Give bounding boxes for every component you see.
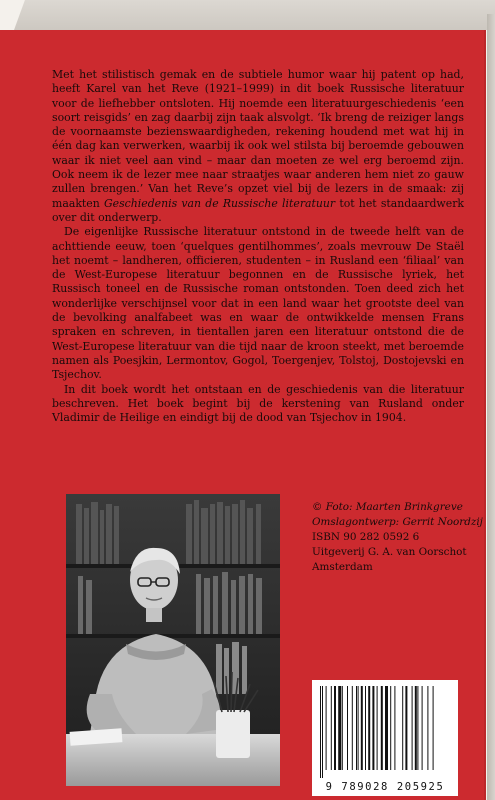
barcode-bar bbox=[347, 686, 348, 770]
barcode-bar bbox=[358, 686, 359, 770]
barcode-bar bbox=[322, 686, 323, 778]
barcode-bar bbox=[368, 686, 370, 770]
barcode-bar bbox=[427, 686, 428, 770]
blurb-paragraph-1: Met het stilistisch gemak en de subtiele humor waar hij patent op had, heeft Karel van het Reve (1921–1999) in dit boek Russische literatuur voor de liefhebber ontsloten. Hij noemde een literatuurgeschiedenis ‘een soort reisgids’ en zag daarbij zijn taak alsvolgt. ‘Ik breng de reiziger langs de voornaamste bezienswaardigheden, rekening houdend met wat hij in één dag kan verwerken, waarbij ik ook wel stilsta bij beroemde gebouwen waar ik niet veel aan vind – maar dan moeten ze wel erg beroemd zijn. Ook neem ik de lezer mee naar straatjes waar anderen hem niet zo gauw zullen brengen.’ Van het Reve’s opzet viel bij de lezers in de smaak: zij maakten Geschiedenis van de Russische literatuur tot het standaardwerk over dit onderwerp. bbox=[52, 68, 465, 224]
barcode-digits: 9 789028 205925 bbox=[325, 781, 445, 793]
publisher: Uitgeverij G. A. van Oorschot bbox=[312, 546, 467, 558]
barcode-bar bbox=[381, 686, 383, 770]
barcode-bar bbox=[352, 686, 353, 770]
barcode-bar bbox=[394, 686, 395, 770]
credits-block bbox=[312, 500, 483, 575]
book-top-edge bbox=[14, 0, 495, 30]
barcode-bar bbox=[372, 686, 374, 770]
publisher-city: Amsterdam bbox=[312, 561, 373, 573]
blurb-paragraph-3: In dit boek wordt het ontstaan en de geschiedenis van die literatuur beschreven. Het boek begint bij de kerstening van Rusland onder Vladimir de Heilige en eindigt bij de dood van Tsjechov in 1904. bbox=[52, 382, 464, 425]
book-title-italic: Geschiedenis van de Russische literatuur bbox=[103, 196, 336, 210]
barcode-bar bbox=[433, 686, 434, 770]
barcode-bar bbox=[390, 686, 391, 770]
barcode-bar bbox=[422, 686, 423, 770]
barcode-bar bbox=[356, 686, 357, 770]
book-page-edge bbox=[487, 14, 495, 800]
barcode-bar bbox=[342, 686, 343, 770]
barcode-bar bbox=[320, 686, 321, 778]
barcode-bar bbox=[361, 686, 363, 770]
barcode-bars bbox=[312, 680, 458, 780]
blurb-paragraph-2: De eigenlijke Russische literatuur ontstond in de tweede helft van de achttiende eeuw, toen ‘quelques gentilhommes’, zoals mevrouw De Staël het noemt – landheren, officieren, studenten – in Rusland een ‘filiaal’ van de West-Europese literatuur begonnen en de Russische lyriek, het Russisch toneel en de Russische roman ontstonden. Toen deed zich het wonderlijke verschijnsel voor dat in een land waar het grootste deel van de bevolking analfabeet was en waar de ontwikkelde mensen Frans spraken en schreven, in tientallen jaren een literatuur ontstond die de West-Europese literatuur van die tijd naar de kroon steekt, met beroemde namen als Poesjkin, Lermontov, Gogol, Toergenjev, Tolstoj, Dostojevski en Tsjechov. bbox=[52, 225, 464, 382]
isbn: ISBN 90 282 0592 6 bbox=[312, 531, 420, 543]
barcode-bar bbox=[405, 686, 407, 770]
barcode-bar bbox=[326, 686, 327, 770]
barcode-bar bbox=[385, 686, 388, 770]
barcode-bar bbox=[334, 686, 336, 770]
photo-credit: © Foto: Maarten Brinkgreve bbox=[312, 501, 463, 513]
barcode-bar bbox=[417, 686, 418, 770]
blurb-text bbox=[52, 68, 464, 425]
isbn-barcode bbox=[312, 680, 458, 796]
barcode-bar bbox=[412, 686, 413, 770]
author-photo bbox=[66, 494, 280, 786]
barcode-bar bbox=[415, 686, 417, 770]
barcode-bar bbox=[331, 686, 332, 770]
cover-design-credit: Omslagontwerp: Gerrit Noordzij bbox=[312, 516, 483, 528]
barcode-bar bbox=[338, 686, 341, 770]
barcode-bar bbox=[377, 686, 378, 770]
cover-panel bbox=[0, 30, 486, 800]
barcode-bar bbox=[365, 686, 366, 770]
barcode-bar bbox=[402, 686, 403, 770]
